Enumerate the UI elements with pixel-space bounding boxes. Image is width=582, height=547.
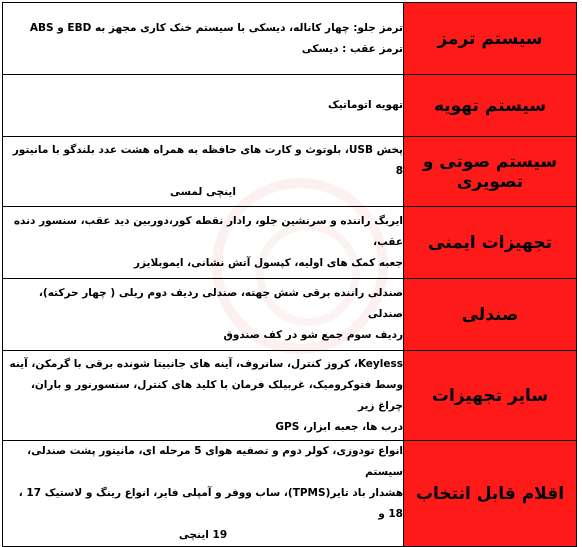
optional-items-label: اقلام قابل انتخاب [404, 441, 577, 547]
value-line: هشدار باد تایر(TPMS)، ساب ووفر و آمپلی فایر، انواع رینگ و لاستیک 17 ، 18 و [18, 487, 403, 520]
other-equipment-label: سایر تجهیزات [404, 351, 577, 441]
brakes-label: سیستم ترمز [404, 3, 577, 75]
value-line: صندلی راننده برقی شش جهته، صندلی ردیف دوم ریلی ( چهار حرکته)، صندلی [38, 287, 403, 320]
seats-value [3, 279, 404, 351]
table-row-ventilation [3, 75, 577, 137]
value-line: ترمز جلو: چهار کاناله، دیسکی با سیستم خنک کاری مجهز به EBD و ABS [29, 21, 403, 34]
value-line: ردیف سوم جمع شو در کف صندوق [223, 329, 403, 341]
value-line: Keyless، کروز کنترل، سانروف، آینه های جانبیتا شونده برقی با گرمکن، آینه [9, 357, 403, 370]
ventilation-label: سیستم تهویه [404, 75, 577, 137]
value-line: وسط فتوکرومیک، غربیلک فرمان با کلید های کنترل، سنسورنور و باران، چراغ زیر [30, 378, 403, 412]
brakes-value [3, 3, 404, 75]
ventilation-value [3, 75, 404, 137]
table-row-safety [3, 207, 577, 279]
value-line: جعبه کمک های اولیه، کپسول آتش نشانی، ایموبلایزر [133, 257, 403, 269]
table-row-optional-items [3, 441, 577, 547]
safety-label: تجهیزات ایمنی [404, 207, 577, 279]
seats-label: صندلی [404, 279, 577, 351]
value-line: 19 اینچی [178, 529, 228, 541]
value-line: پخش USB، بلوتوث و کارت های حافظه به همراه هشت عدد بلندگو با مانیتور 8 [12, 144, 403, 177]
optional-items-value [3, 441, 404, 547]
table-row-seats [3, 279, 577, 351]
safety-value [3, 207, 404, 279]
value-line: تهویه اتوماتیک [328, 99, 403, 111]
table-row-audio-video [3, 137, 577, 207]
table-row-other-equipment [3, 351, 577, 441]
value-line: ترمز عقب : دیسکی [301, 42, 403, 55]
table-row-brakes [3, 3, 577, 75]
value-line: اینچی لمسی [170, 186, 236, 198]
audio-video-value [3, 137, 404, 207]
other-equipment-value [3, 351, 404, 441]
spec-table [2, 2, 577, 547]
audio-video-label: سیستم صوتی و تصویری [404, 137, 577, 207]
value-line: درب ها، جعبه ابزار، GPS [275, 420, 403, 433]
value-line: انواع تودوزی، کولر دوم و تصفیه هوای 5 مرحله ای، مانیتور پشت صندلی، سیستم [27, 445, 403, 478]
value-line: ایربگ راننده و سرنشین جلو، رادار نقطه کور،دوربین دید عقب، سنسور دنده عقب، [13, 215, 403, 248]
